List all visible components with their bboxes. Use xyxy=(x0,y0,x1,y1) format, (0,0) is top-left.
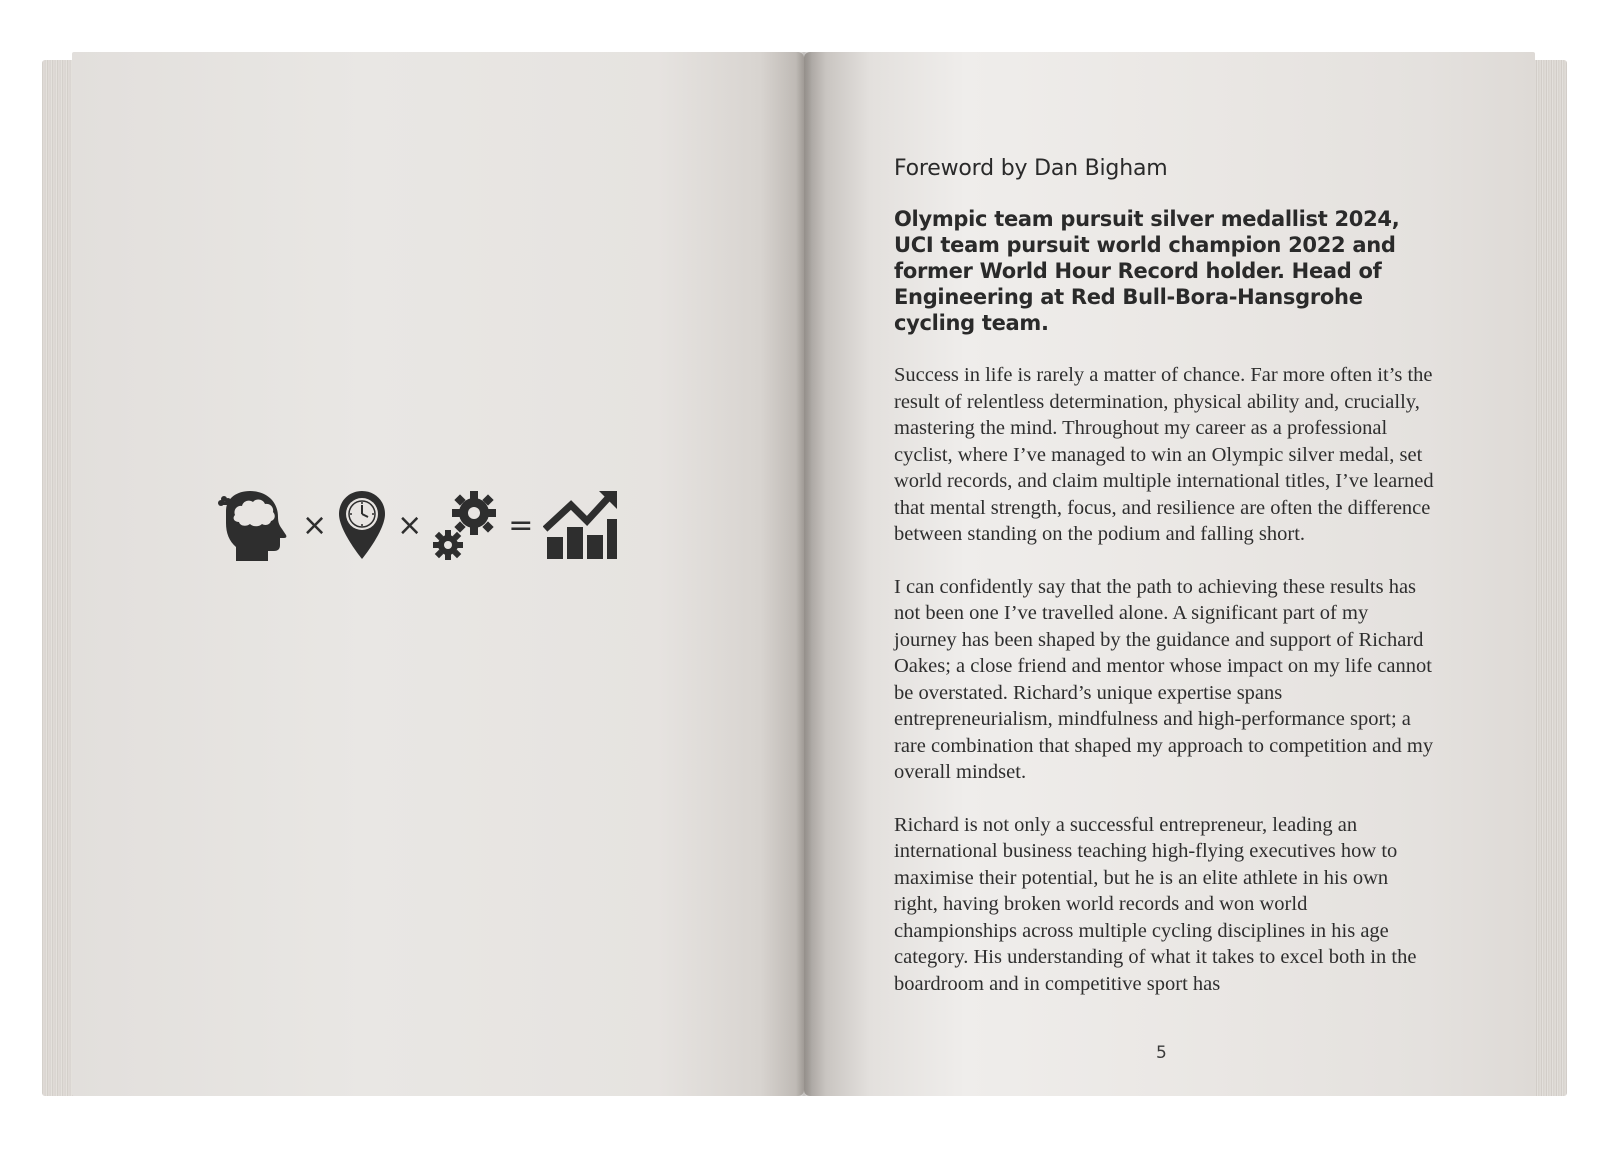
author-credentials: Olympic team pursuit silver medallist 2024, UCI team pursuit world champion 2022 and former World Hour Record holder. Head of Engineering at Red Bull-Bora-Hansgrohe cycling team. xyxy=(894,207,1400,335)
icon-equation xyxy=(218,488,619,562)
gears-icon xyxy=(432,489,498,561)
multiply-operator: × xyxy=(302,507,328,543)
left-page xyxy=(72,52,804,1096)
body-paragraph: Success in life is rarely a matter of chance. Far more often it’s the result of relentless determination, physical ability and, crucially, mastering the mind. Throughout my career as a professional cyclist, where I’ve managed to win an Olympic silver medal, set world records, and claim multiple international titles, I’ve learned that mental strength, focus, and resilience are often the difference between standing on the podium and falling short. xyxy=(894,364,1434,545)
book-gutter xyxy=(796,52,812,1096)
foreword-text xyxy=(894,154,1454,1023)
multiply-operator: × xyxy=(397,507,423,543)
foreword-heading: Foreword by Dan Bigham xyxy=(894,156,1168,181)
body-paragraph: Richard is not only a successful entrepreneur, leading an international business teaching high-flying executives how to maximise their potential, but he is an elite athlete in his own right, having broken world records and won world championships across multiple cycling disciplines in his age category. His understanding of what it takes to excel both in the boardroom and in competitive sport has xyxy=(894,813,1417,995)
location-clock-icon xyxy=(337,489,387,561)
growth-chart-icon xyxy=(543,489,619,561)
equals-operator: = xyxy=(508,507,534,543)
body-paragraph: I can confidently say that the path to achieving these results has not been one I’ve travelled alone. A significant part of my journey has been shaped by the guidance and support of Richard Oakes; a close friend and mentor whose impact on my life cannot be overstated. Richard’s unique expertise spans entrepreneurialism, mindfulness and high-performance sport; a rare combination that shaped my approach to competition and my overall mindset. xyxy=(894,575,1434,783)
page-number: 5 xyxy=(1156,1043,1167,1063)
brain-head-icon xyxy=(218,489,292,561)
